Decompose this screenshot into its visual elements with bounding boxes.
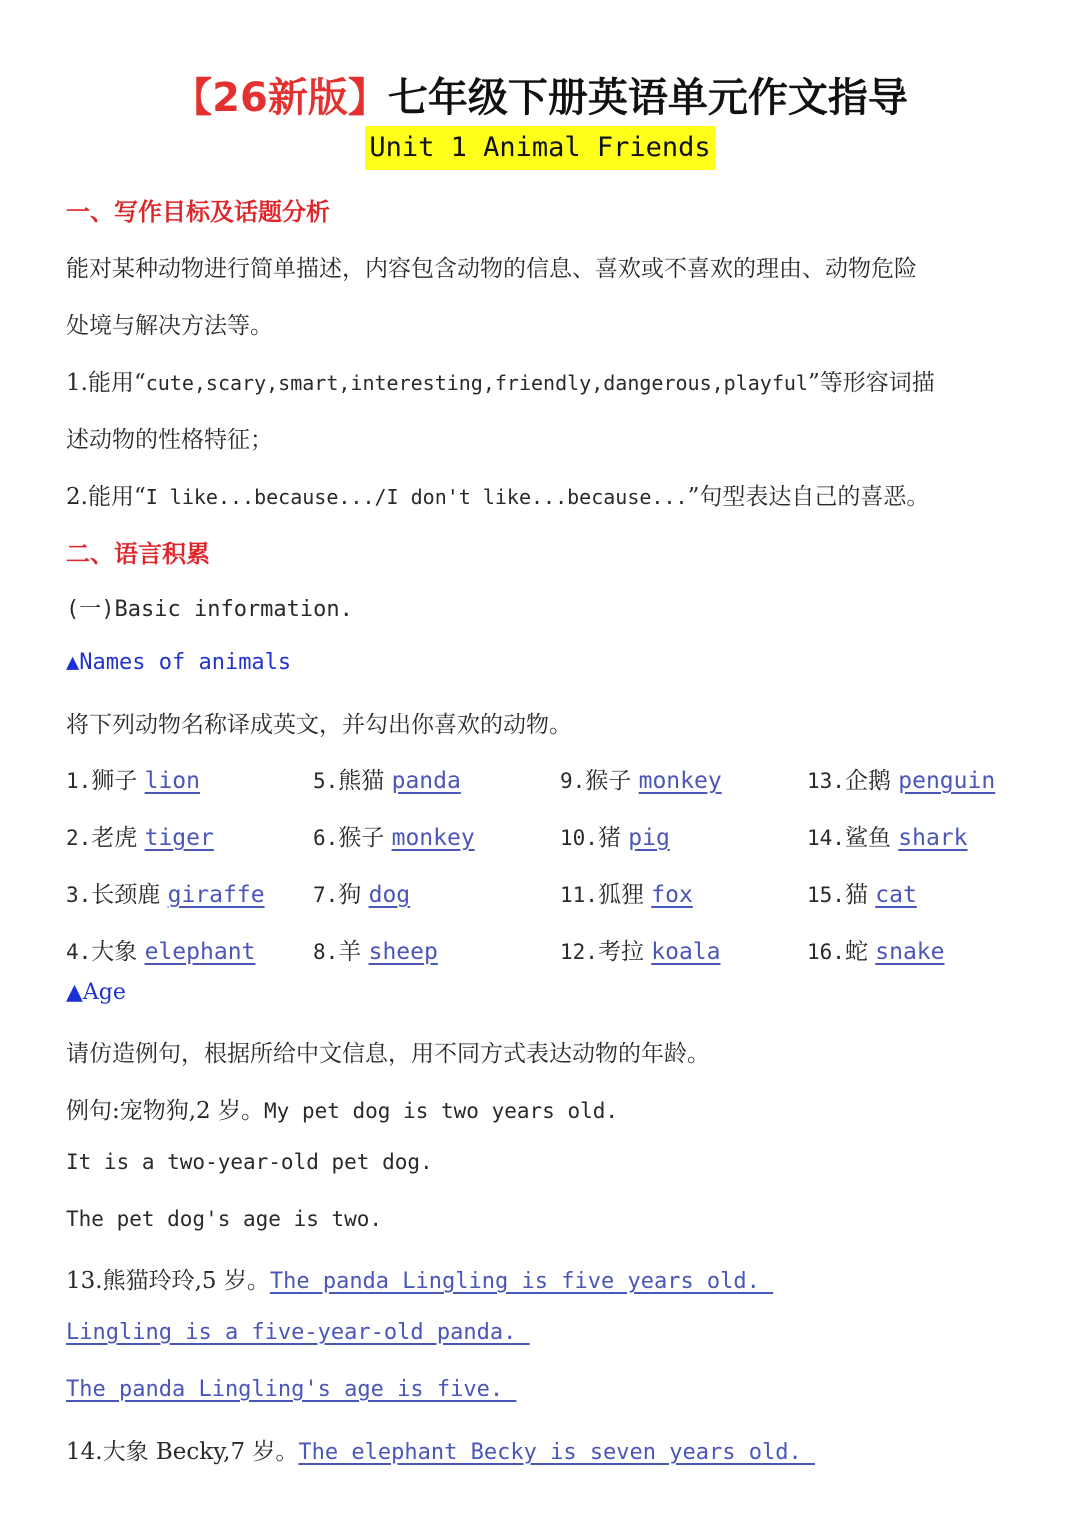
- animal-chinese-name: 考拉: [597, 939, 644, 965]
- q14-prefix: 14.大象 Becky,7 岁。: [66, 1439, 299, 1465]
- animal-item: [807, 876, 917, 909]
- animal-english-answer: elephant: [144, 939, 256, 965]
- animal-number: 15.: [807, 883, 845, 907]
- animal-english-answer: giraffe: [167, 882, 265, 908]
- animal-item: [66, 762, 200, 795]
- animal-english-answer: monkey: [638, 768, 722, 794]
- animal-number: 14.: [807, 826, 845, 850]
- unit-title: Unit 1 Animal Friends: [365, 126, 714, 170]
- animal-item: [560, 876, 693, 909]
- animal-english-answer: panda: [391, 768, 461, 794]
- animal-number: 7.: [313, 883, 339, 907]
- animal-item: [313, 933, 438, 966]
- example-prefix: 例句:宠物狗,2 岁。: [66, 1098, 265, 1124]
- animal-number: 5.: [313, 769, 339, 793]
- animal-number: 1.: [66, 769, 92, 793]
- age-heading: [66, 980, 126, 1005]
- animal-item: [313, 876, 410, 909]
- animal-item: [560, 819, 670, 852]
- question-13: [66, 1262, 773, 1295]
- animal-english-answer: lion: [144, 768, 200, 794]
- animal-item: [313, 762, 461, 795]
- point2-prefix: 2.能用“: [66, 484, 146, 510]
- names-heading: [66, 650, 291, 675]
- animal-number: 10.: [560, 826, 598, 850]
- age-instruction: 请仿造例句，根据所给中文信息，用不同方式表达动物的年龄。: [66, 1041, 710, 1067]
- animal-item: [66, 819, 214, 852]
- animal-number: 12.: [560, 940, 598, 964]
- animal-item: [807, 933, 945, 966]
- title-text: 七年级下册英语单元作文指导: [387, 75, 908, 121]
- point2-suffix: ”句型表达自己的喜恶。: [687, 484, 930, 510]
- animal-chinese-name: 蛇: [844, 939, 868, 965]
- animal-english-answer: sheep: [368, 939, 438, 965]
- animal-chinese-name: 狗: [338, 882, 362, 908]
- names-instruction: 将下列动物名称译成英文，并勾出你喜欢的动物。: [66, 712, 572, 738]
- point-1: [66, 364, 935, 397]
- animal-chinese-name: 鲨鱼: [844, 825, 891, 851]
- animal-english-answer: dog: [368, 882, 411, 908]
- basic-info-heading: (一)Basic information.: [66, 597, 353, 622]
- animal-number: 13.: [807, 769, 845, 793]
- adjective-list: cute,scary,smart,interesting,friendly,dangerous,playful: [145, 371, 808, 395]
- intro-line-1: 能对某种动物进行简单描述，内容包含动物的信息、喜欢或不喜欢的理由、动物危险: [66, 256, 917, 282]
- example-en-2: It is a two-year-old pet dog.: [66, 1150, 433, 1174]
- animal-chinese-name: 老虎: [91, 825, 138, 851]
- intro-line-2: 处境与解决方法等。: [66, 313, 273, 339]
- animal-item: [807, 762, 995, 795]
- age-heading-text: Age: [82, 980, 126, 1005]
- animal-english-answer: fox: [651, 882, 693, 908]
- point1-suffix: ”等形容词描: [807, 370, 935, 396]
- sentence-pattern: I like...because.../I don't like...because...: [145, 485, 688, 509]
- animal-item: [66, 933, 255, 966]
- animal-number: 2.: [66, 826, 92, 850]
- animal-chinese-name: 熊猫: [338, 768, 385, 794]
- q13-answer-1: The panda Lingling is five years old.: [269, 1269, 774, 1294]
- animal-item: [560, 762, 722, 795]
- animal-number: 16.: [807, 940, 845, 964]
- point-2: [66, 478, 929, 511]
- animal-english-answer: snake: [875, 939, 945, 965]
- animal-english-answer: koala: [651, 939, 721, 965]
- animal-english-answer: cat: [875, 882, 917, 908]
- animal-item: [560, 933, 721, 966]
- animal-english-answer: pig: [628, 825, 670, 851]
- question-14: [66, 1433, 815, 1466]
- section1-heading: 一、写作目标及话题分析: [66, 198, 330, 226]
- animal-item: [66, 876, 265, 909]
- animal-item: [313, 819, 475, 852]
- animal-english-answer: monkey: [391, 825, 475, 851]
- animal-number: 4.: [66, 940, 92, 964]
- page-title: [0, 66, 1080, 123]
- animal-chinese-name: 猪: [597, 825, 621, 851]
- point-1-line-2: 述动物的性格特征；: [66, 427, 273, 453]
- section2-heading: 二、语言积累: [66, 540, 210, 568]
- point1-prefix: 1.能用“: [66, 370, 146, 396]
- q13-prefix: 13.熊猫玲玲,5 岁。: [66, 1268, 270, 1294]
- animal-chinese-name: 企鹅: [844, 768, 891, 794]
- q13-answer-2: Lingling is a five-year-old panda.: [66, 1320, 530, 1345]
- triangle-icon: ▲: [66, 650, 80, 675]
- animal-number: 6.: [313, 826, 339, 850]
- animal-number: 11.: [560, 883, 598, 907]
- animal-chinese-name: 猫: [844, 882, 868, 908]
- example-line: [66, 1092, 618, 1125]
- animal-item: [807, 819, 968, 852]
- names-heading-text: Names of animals: [79, 650, 292, 675]
- animal-chinese-name: 狐狸: [597, 882, 644, 908]
- q14-answer-1: The elephant Becky is seven years old.: [298, 1440, 815, 1465]
- animal-number: 8.: [313, 940, 339, 964]
- animal-english-answer: shark: [898, 825, 968, 851]
- edition-badge: 【26新版】: [172, 75, 388, 121]
- q13-answer-3: The panda Lingling's age is five.: [66, 1377, 517, 1402]
- animal-chinese-name: 猴子: [585, 768, 632, 794]
- animal-chinese-name: 羊: [338, 939, 362, 965]
- animal-chinese-name: 猴子: [338, 825, 385, 851]
- animal-english-answer: penguin: [898, 768, 996, 794]
- animal-number: 9.: [560, 769, 586, 793]
- animal-chinese-name: 狮子: [91, 768, 138, 794]
- animal-chinese-name: 大象: [91, 939, 138, 965]
- animal-number: 3.: [66, 883, 92, 907]
- animal-chinese-name: 长颈鹿: [91, 882, 161, 908]
- triangle-icon: ▲: [66, 980, 83, 1005]
- animal-english-answer: tiger: [144, 825, 214, 851]
- example-en-1: My pet dog is two years old.: [264, 1099, 619, 1123]
- example-en-3: The pet dog's age is two.: [66, 1207, 383, 1231]
